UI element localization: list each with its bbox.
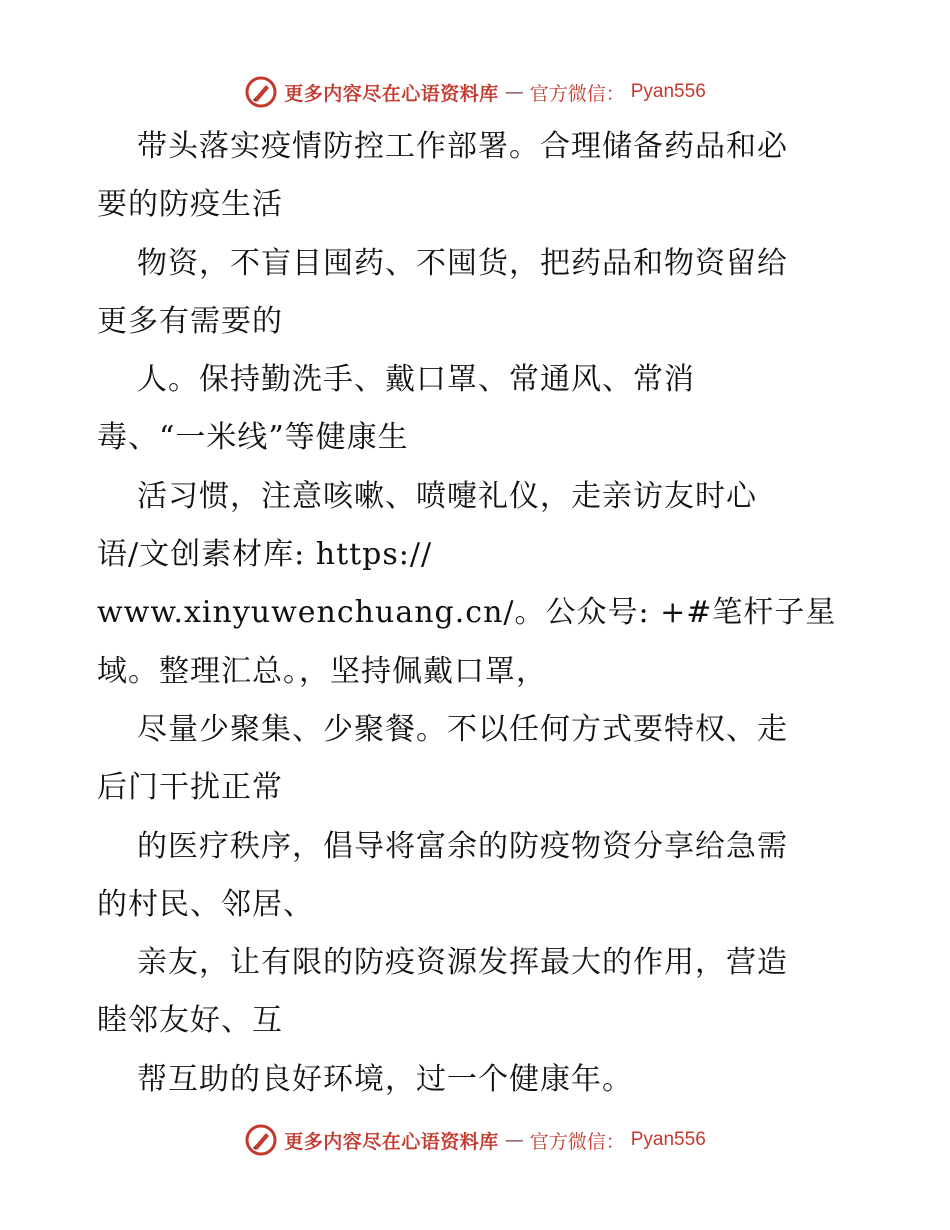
- watermark-dash: —: [504, 1129, 524, 1151]
- watermark-code: Pyan556: [630, 1129, 706, 1150]
- watermark: [244, 1123, 706, 1157]
- document-body: [97, 118, 877, 1109]
- page-footer-watermark: [0, 1120, 950, 1160]
- text-line: 带头落实疫情防控工作部署。合理储备药品和必: [137, 129, 788, 164]
- text-line: 人。保持勤洗手、戴口罩、常通风、常消: [137, 362, 695, 398]
- text-line: 物资，不盲目囤药、不囤货，把药品和物资留给: [137, 245, 788, 281]
- text-line: 的医疗秩序，倡导将富余的防疫物资分享给急需: [137, 828, 788, 864]
- text-line: 的村民、邻居、: [97, 886, 314, 922]
- text-line: 要的防疫生活: [97, 187, 283, 223]
- text-line: 亲友，让有限的防疫资源发挥最大的作用，营造: [137, 945, 788, 981]
- text-line: 毒、“一米线”等健康生: [97, 420, 409, 456]
- text-line: 后门干扰正常: [97, 770, 283, 806]
- watermark-dash: —: [504, 81, 524, 103]
- watermark-sub: 官方微信：: [529, 82, 625, 105]
- text-line: 睦邻友好、互: [97, 1003, 283, 1039]
- watermark-main: 更多内容尽在心语资料库: [284, 1130, 499, 1153]
- watermark-sub: 官方微信：: [529, 1130, 625, 1153]
- page-header-watermark: [0, 72, 950, 112]
- text-line: 更多有需要的: [97, 303, 283, 339]
- text-line: www.xinyuwenchuang.cn/。公众号: +#笔杆子星: [97, 595, 837, 631]
- pen-seal-icon: [244, 1123, 278, 1157]
- text-line: 活习惯，注意咳嗽、喷嚏礼仪，走亲访友时心: [137, 478, 757, 514]
- pen-seal-icon: [244, 75, 278, 109]
- text-line: 尽量少聚集、少聚餐。不以任何方式要特权、走: [137, 711, 788, 747]
- watermark-main: 更多内容尽在心语资料库: [284, 82, 499, 105]
- watermark-code: Pyan556: [630, 81, 706, 102]
- text-line: 语/文创素材库: https://: [97, 537, 433, 573]
- text-line: 域。整理汇总。，坚持佩戴口罩，: [97, 653, 547, 689]
- watermark: [244, 75, 706, 109]
- text-line: 帮互助的良好环境，过一个健康年。: [137, 1061, 633, 1097]
